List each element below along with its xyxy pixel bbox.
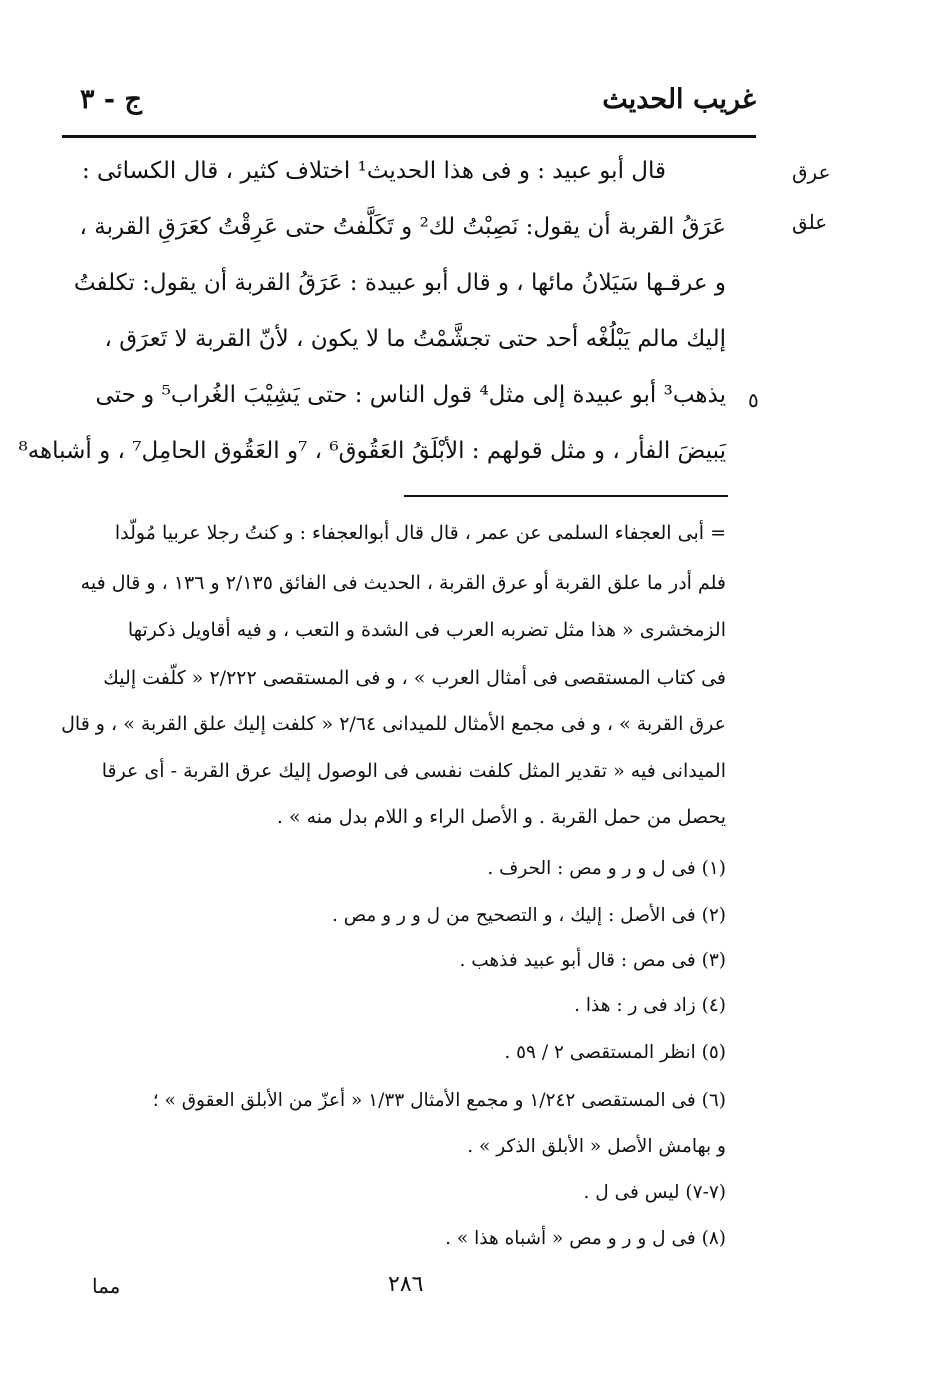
- footnote-1: (١) فى ل و ر و مص : الحرف .: [487, 858, 726, 879]
- footnote-6: (٦) فى المستقصى ١/٢٤٢ و مجمع الأمثال ١/٣٣ « أعزّ من الأبلق العقوق » ؛: [152, 1090, 726, 1111]
- note-line-3: الزمخشرى « هذا مثل تضربه العرب فى الشدة و التعب ، و فيه أقاويل ذكرتها: [127, 619, 726, 641]
- footnote-5: (٥) انظر المستقصى ٢ / ٥٩ .: [504, 1042, 726, 1063]
- main-line-4: إليك مالم يَبْلُغْه أحد حتى تجشَّمْتُ ما لا يكون ، لأنّ القربة لا تَعرَق ،: [104, 326, 726, 352]
- page-number: ٢٨٦: [388, 1272, 424, 1297]
- margin-word-2: علق: [792, 210, 828, 234]
- footnote-8: (٨) فى ل و ر و مص « أشباه هذا » .: [445, 1228, 726, 1249]
- note-line-7: يحصل من حمل القربة . و الأصل الراء و اللام بدل منه » .: [276, 806, 726, 828]
- signature-mark: مما: [92, 1274, 121, 1298]
- footnote-3: (٣) فى مص : قال أبو عبيد فذهب .: [459, 950, 726, 971]
- footnote-7: (٧-٧) ليس فى ل .: [583, 1182, 726, 1203]
- note-line-4: فى كتاب المستقصى فى أمثال العرب » ، و فى المستقصى ٢/٢٢٢ « كلّفت إليك: [103, 667, 726, 689]
- footnote-4: (٤) زاد فى ر : هذا .: [574, 995, 726, 1016]
- margin-word-1: عرق: [792, 160, 831, 184]
- note-line-5: عرق القربة » ، و فى مجمع الأمثال للميدانى ٢/٦٤ « كلفت إليك علق القربة » ، و قال: [61, 713, 726, 735]
- note-line-2: فلم أدر ما علق القربة أو عرق القربة ، الحديث فى الفائق ٢/١٣٥ و ١٣٦ ، و قال فيه: [80, 572, 726, 594]
- header-rule: [62, 135, 756, 138]
- note-line-1: = أبى العجفاء السلمى عن عمر ، قال قال أبوالعجفاء : و كنتُ رجلا عربيا مُولّدا: [114, 522, 726, 544]
- note-line-6: الميدانى فيه « تقدير المثل كلفت نفسى فى الوصول إليك عرق القربة - أى عرقا: [101, 760, 726, 782]
- main-line-5: يذهب³ أبو عبيدة إلى مثل⁴ قول الناس : حتى يَشِيْبَ الغُراب⁵ و حتى: [95, 382, 726, 408]
- main-line-6: يَبيضَ الفأر ، و مثل قولهم : الأبْلَقُ العَقُوق⁶ ، ⁷و العَقُوق الحامِل⁷ ، و أشباهه⁸: [18, 438, 726, 464]
- line-number: ٥: [748, 388, 759, 412]
- main-line-3: و عرقـها سَيَلانُ مائها ، و قال أبو عبيدة : عَرَقُ القربة أن يقول: تكلفتُ: [73, 270, 726, 296]
- footnote-2: (٢) فى الأصل : إليك ، و التصحيح من ل و ر و مص .: [331, 905, 726, 926]
- main-line-1: قال أبو عبيد : و فى هذا الحديث¹ اختلاف كثير ، قال الكسائى :: [82, 158, 666, 184]
- footnote-6-continuation: و بهامش الأصل « الأبلق الذكر » .: [467, 1136, 726, 1157]
- running-title: غريب الحديث: [602, 84, 756, 115]
- main-line-2: عَرَقُ القربة أن يقول: نَصِبْتُ لك² و تَكَلَّفتُ حتى عَرِقْتُ كعَرَقِ القربة ،: [79, 214, 726, 240]
- volume-label: ج - ٣: [80, 84, 142, 115]
- footnote-rule: [404, 495, 728, 497]
